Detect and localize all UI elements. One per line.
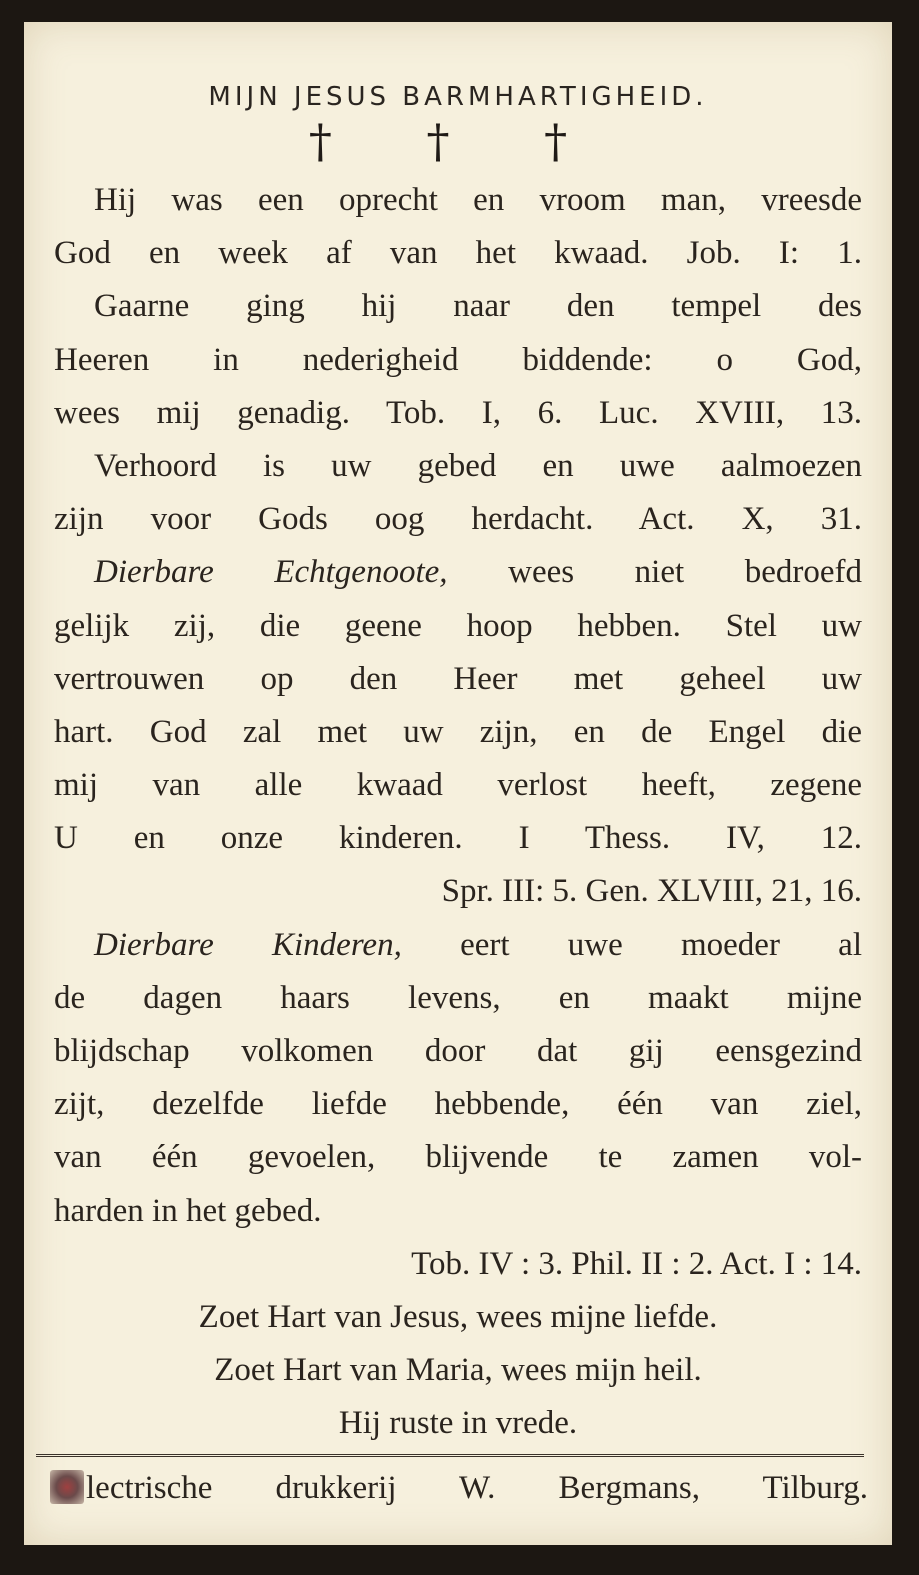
text-line <box>54 227 862 280</box>
line-text: hart. God zal met uw zijn, en de Engel die <box>54 713 862 750</box>
text-line <box>54 1291 862 1344</box>
line-text: wees mij genadig. Tob. I, 6. Luc. XVIII, 13. <box>54 394 862 431</box>
italic-address: Dierbare Kinderen, <box>94 926 402 963</box>
line-text: van één gevoelen, blijvende te zamen vol- <box>54 1139 862 1176</box>
line-text: wees niet bedroefd <box>447 554 862 591</box>
line-text: Hij ruste in vrede. <box>338 1405 578 1442</box>
line-text: blijdschap volkomen door dat gij eensgezind <box>54 1033 862 1069</box>
text-line <box>54 1238 862 1291</box>
line-text: Hij was een oprecht en vroom man, vreesde <box>94 182 862 218</box>
text-line <box>54 1344 862 1397</box>
memorial-card <box>24 22 892 1545</box>
text-line <box>54 653 862 706</box>
text-line <box>54 1078 862 1131</box>
text-line <box>54 759 862 812</box>
text-line <box>54 919 862 972</box>
line-text: harden in het gebed. <box>54 1192 322 1229</box>
text-line <box>54 334 862 387</box>
card-heading: MIJN JESUS BARMHARTIGHEID. <box>208 82 708 112</box>
text-line <box>54 1131 862 1184</box>
text-line <box>54 387 862 440</box>
line-text: Zoet Hart van Jesus, wees mijne liefde. <box>198 1298 718 1335</box>
line-text: Heeren in nederigheid biddende: o God, <box>54 341 862 378</box>
text-line <box>54 1397 862 1450</box>
line-text: Zoet Hart van Maria, wees mijn heil. <box>214 1352 702 1389</box>
printer-logo-icon <box>50 1470 84 1504</box>
line-text: Tob. IV : 3. Phil. II : 2. Act. I : 14. <box>411 1245 862 1282</box>
line-text: gelijk zij, die geene hoop hebben. Stel uw <box>54 607 862 644</box>
line-text: Spr. III: 5. Gen. XLVIII, 21, 16. <box>441 873 862 910</box>
text-line <box>54 1025 862 1078</box>
three-crosses-icon: † † † <box>308 114 608 168</box>
line-text: zijt, dezelfde liefde hebbende, één van ziel, <box>54 1086 862 1123</box>
text-line <box>54 174 862 227</box>
line-text: God en week af van het kwaad. Job. I: 1. <box>54 235 862 272</box>
text-line <box>54 812 862 865</box>
printer-line <box>50 1470 868 1507</box>
line-text: eert uwe moeder al <box>401 926 862 963</box>
divider <box>36 1454 864 1457</box>
line-text: Gaarne ging hij naar den tempel des <box>94 288 862 325</box>
line-text: zijn voor Gods oog herdacht. Act. X, 31. <box>54 501 862 538</box>
text-line <box>54 493 862 546</box>
text-line <box>54 280 862 333</box>
text-line <box>54 865 862 918</box>
text-line <box>54 440 862 493</box>
text-line <box>54 600 862 653</box>
line-text: U en onze kinderen. I Thess. IV, 12. <box>54 820 862 857</box>
line-text: vertrouwen op den Heer met geheel uw <box>54 660 862 697</box>
line-text: de dagen haars levens, en maakt mijne <box>54 979 862 1016</box>
line-text: Verhoord is uw gebed en uwe aalmoezen <box>94 447 862 484</box>
text-line <box>54 546 862 599</box>
text-line <box>54 1185 862 1238</box>
card-text <box>54 174 862 1451</box>
line-text: mij van alle kwaad verlost heeft, zegene <box>54 767 862 804</box>
text-line <box>54 972 862 1025</box>
italic-address: Dierbare Echtgenoote, <box>94 554 448 591</box>
text-line <box>54 706 862 759</box>
printer-text: lectrische drukkerij W. Bergmans, Tilburg. <box>86 1470 868 1506</box>
